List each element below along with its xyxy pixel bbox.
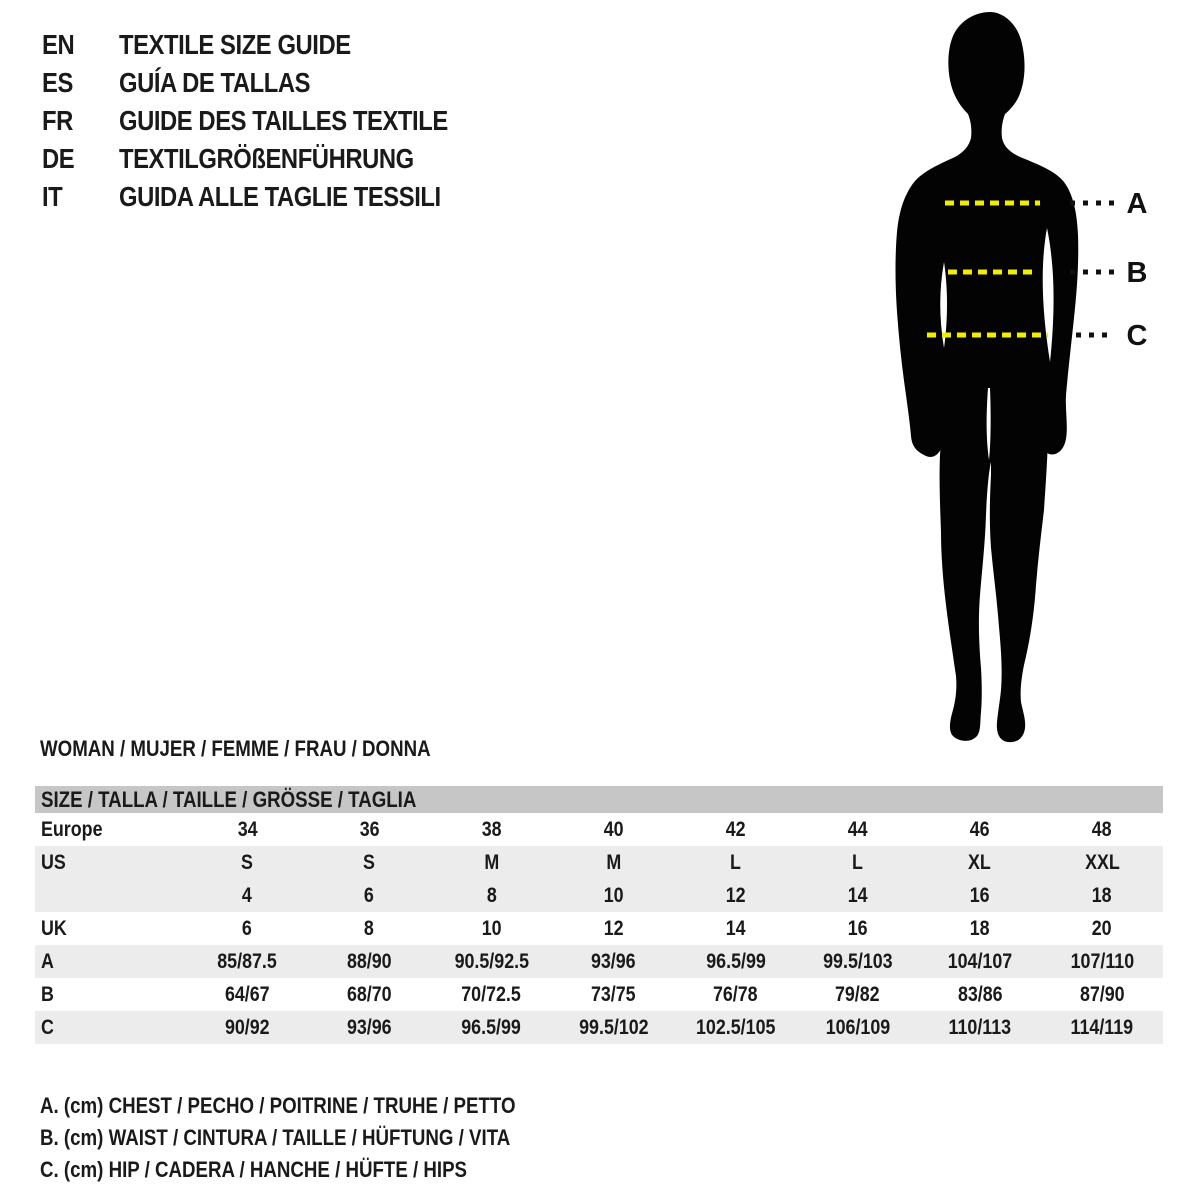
language-label: GUIDA ALLE TAGLIE TESSILI — [119, 181, 441, 212]
table-cell: 99.5/103 — [823, 950, 893, 973]
legend-chest — [40, 1090, 599, 1122]
table-cell: XXL — [1084, 851, 1120, 874]
table-cell: 110/113 — [948, 1016, 1012, 1039]
table-header-text: SIZE / TALLA / TAILLE / GRÖSSE / TAGLIA — [41, 787, 417, 812]
language-code: EN — [42, 29, 75, 60]
language-label: TEXTILE SIZE GUIDE — [119, 29, 351, 60]
language-code: FR — [42, 105, 73, 136]
table-cell: 70/72.5 — [461, 983, 522, 1006]
table-cell: 87/90 — [1079, 983, 1125, 1006]
language-label: GUÍA DE TALLAS — [119, 67, 311, 98]
table-cell: 79/82 — [835, 983, 881, 1006]
language-code: DE — [42, 143, 75, 174]
table-cell: 40 — [603, 818, 624, 841]
row-label: UK — [41, 917, 67, 940]
language-row-it — [42, 178, 506, 216]
table-cell: 4 — [242, 884, 253, 907]
table-cell: 44 — [847, 818, 868, 841]
table-cell: 18 — [1092, 884, 1112, 907]
woman-silhouette-icon — [896, 12, 1079, 742]
table-cell: 102.5/105 — [695, 1016, 776, 1039]
language-row-fr — [42, 102, 506, 140]
language-label: GUIDE DES TAILLES TEXTILE — [119, 105, 448, 136]
language-row-es — [42, 64, 506, 102]
chest-label: A — [1126, 188, 1148, 220]
legend-waist-text: B. (cm) WAIST / CINTURA / TAILLE / HÜFTUNG / VITA — [40, 1125, 511, 1150]
table-cell: 64/67 — [224, 983, 270, 1006]
legend-chest-text: A. (cm) CHEST / PECHO / POITRINE / TRUHE / PETTO — [40, 1093, 516, 1118]
table-cell: L — [852, 851, 864, 874]
table-cell: 8 — [364, 917, 375, 940]
language-code: ES — [42, 67, 73, 98]
language-row-de — [42, 140, 506, 178]
table-cell: 14 — [725, 917, 746, 940]
legend-waist — [40, 1122, 599, 1154]
table-row-chest — [35, 945, 1163, 978]
measurement-legend — [40, 1090, 599, 1186]
table-cell: 99.5/102 — [578, 1016, 649, 1039]
table-cell: S — [363, 851, 376, 874]
table-cell: 90.5/92.5 — [454, 950, 529, 973]
table-cell: 16 — [847, 917, 868, 940]
table-cell: 6 — [364, 884, 375, 907]
language-code: IT — [42, 181, 63, 212]
legend-hip-text: C. (cm) HIP / CADERA / HANCHE / HÜFTE / HIPS — [40, 1157, 468, 1182]
language-row-en — [42, 26, 506, 64]
table-cell: 10 — [481, 917, 502, 940]
table-cell: 90/92 — [224, 1016, 270, 1039]
table-row-hip — [35, 1011, 1163, 1044]
measurement-figure — [850, 0, 1150, 760]
table-cell: XL — [968, 851, 992, 874]
table-cell: 68/70 — [346, 983, 392, 1006]
table-cell: 48 — [1092, 818, 1112, 841]
hip-label: C — [1126, 320, 1148, 352]
table-cell: 16 — [969, 884, 990, 907]
legend-hip — [40, 1154, 599, 1186]
table-cell: 106/109 — [825, 1016, 891, 1039]
table-cell: 38 — [481, 818, 502, 841]
section-title — [40, 736, 500, 762]
section-title-text: WOMAN / MUJER / FEMME / FRAU / DONNA — [40, 736, 431, 761]
table-cell: 42 — [725, 818, 746, 841]
table-cell: 88/90 — [346, 950, 392, 973]
table-row-waist — [35, 978, 1163, 1011]
row-label: B — [41, 983, 54, 1006]
table-cell: 6 — [242, 917, 253, 940]
table-cell: 34 — [237, 818, 258, 841]
row-label: Europe — [41, 818, 103, 841]
language-label: TEXTILGRÖßENFÜHRUNG — [119, 143, 414, 174]
table-cell: M — [484, 851, 499, 874]
table-cell: L — [730, 851, 742, 874]
table-cell: 20 — [1092, 917, 1112, 940]
table-cell: 18 — [969, 917, 990, 940]
table-row-uk — [35, 912, 1163, 945]
table-cell: 96.5/99 — [705, 950, 766, 973]
table-cell: 10 — [603, 884, 624, 907]
table-cell: 8 — [486, 884, 497, 907]
table-cell: 114/119 — [1070, 1016, 1134, 1039]
table-cell: 83/86 — [957, 983, 1003, 1006]
table-cell: 12 — [725, 884, 746, 907]
table-cell: 93/96 — [591, 950, 636, 973]
table-cell: 73/75 — [591, 983, 636, 1006]
table-cell: 85/87.5 — [217, 950, 278, 973]
language-list — [42, 26, 506, 216]
table-cell: 12 — [603, 917, 624, 940]
table-cell: M — [606, 851, 621, 874]
table-cell: 104/107 — [947, 950, 1013, 973]
table-cell: 96.5/99 — [461, 1016, 522, 1039]
table-row-us-numeric — [35, 879, 1163, 912]
table-cell: 14 — [847, 884, 868, 907]
table-cell: 107/110 — [1070, 950, 1134, 973]
size-table — [35, 786, 1163, 1044]
table-row-europe — [35, 813, 1163, 846]
table-cell: 46 — [969, 818, 990, 841]
waist-label: B — [1126, 257, 1148, 289]
table-cell: S — [241, 851, 254, 874]
table-header — [35, 786, 1163, 813]
table-row-us — [35, 846, 1163, 879]
row-label: C — [41, 1016, 54, 1039]
table-cell: 76/78 — [713, 983, 758, 1006]
row-label: A — [41, 950, 54, 973]
table-cell: 36 — [359, 818, 380, 841]
row-label: US — [41, 851, 66, 874]
table-cell: 93/96 — [346, 1016, 392, 1039]
